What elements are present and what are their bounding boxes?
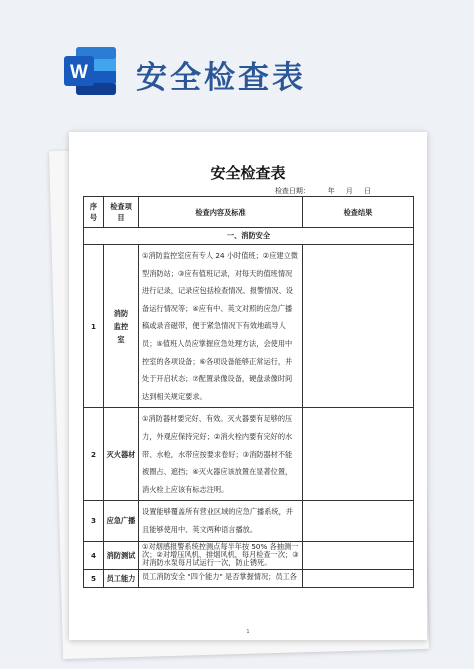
- row-content: ①对烟感报警系统控测点每半年按 50% 各抽测一次；②对增压风机、排烟风机，每月检查一次；③对消防水泵每月试运行一次，防止锈死。: [139, 541, 303, 569]
- word-logo-icon: [62, 44, 118, 98]
- banner-title: 安全检查表: [136, 60, 306, 96]
- section-title: 一、消防安全: [84, 228, 414, 245]
- word-logo-letter: W: [70, 62, 88, 83]
- table-row: [84, 541, 414, 569]
- row-result: [303, 501, 414, 541]
- row-number: 4: [84, 541, 104, 569]
- row-item: 应急广播: [104, 501, 139, 541]
- header-number: 序号: [84, 197, 104, 228]
- table-row: [84, 569, 414, 587]
- row-number: 2: [84, 408, 104, 501]
- header-content: 检查内容及标准: [139, 197, 303, 228]
- document-page: [69, 132, 427, 640]
- table-row: [84, 408, 414, 501]
- row-result: [303, 569, 414, 587]
- table-header-row: [84, 197, 414, 228]
- row-number: 5: [84, 569, 104, 587]
- row-item: 灭火器材: [104, 408, 139, 501]
- page-number: 1: [246, 629, 250, 635]
- row-number: 1: [84, 245, 104, 408]
- table-row: [84, 245, 414, 408]
- row-content: 设置能够覆盖所有营业区域的应急广播系统，并且能够使用中、英文两种语言播放。: [139, 501, 303, 541]
- row-item: 员工能力: [104, 569, 139, 587]
- row-result: [303, 541, 414, 569]
- row-content: ①消防器材要完好、有效。灭火器要有足够的压力，外观应保持完好；②消火栓内要有完好的水带、水枪，水带应按要求卷好；③消防器材不能被圈占、遮挡；④灭火器应该放置在显著位置，消火栓上应该有标志注明。: [139, 408, 303, 501]
- table-row: [84, 501, 414, 541]
- document-title: 安全检查表: [210, 164, 286, 182]
- row-item: 消防监控室: [104, 245, 139, 408]
- inspection-date-line: 检查日期： 年 月 日: [274, 187, 371, 195]
- row-result: [303, 245, 414, 408]
- row-item: 消防测试: [104, 541, 139, 569]
- row-number: 3: [84, 501, 104, 541]
- section-row: [84, 228, 414, 245]
- header-result: 检查结果: [303, 197, 414, 228]
- row-content: 员工消防安全 "四个能力" 是否掌握情况；员工各: [139, 569, 303, 587]
- row-result: [303, 408, 414, 501]
- inspection-table: [83, 196, 414, 588]
- header-item: 检查项目: [104, 197, 139, 228]
- row-content: ①消防监控室应有专人 24 小时值班；②应建立微型消防站；③应有值班记录，对每天的值班情况进行记录，记录应包括检查情况、报警情况、设备运行情况等；④应有中、英文对照的应急广播稿或录音磁带，便于紧急情况下有效地疏导人员；⑤值班人员应掌握应急处理方法，会使用中控室的各项设备；⑥各项设备能够正常运行，并处于开启状态；⑦配置录像设备，硬盘录像时间达到相关规定要求。: [139, 245, 303, 408]
